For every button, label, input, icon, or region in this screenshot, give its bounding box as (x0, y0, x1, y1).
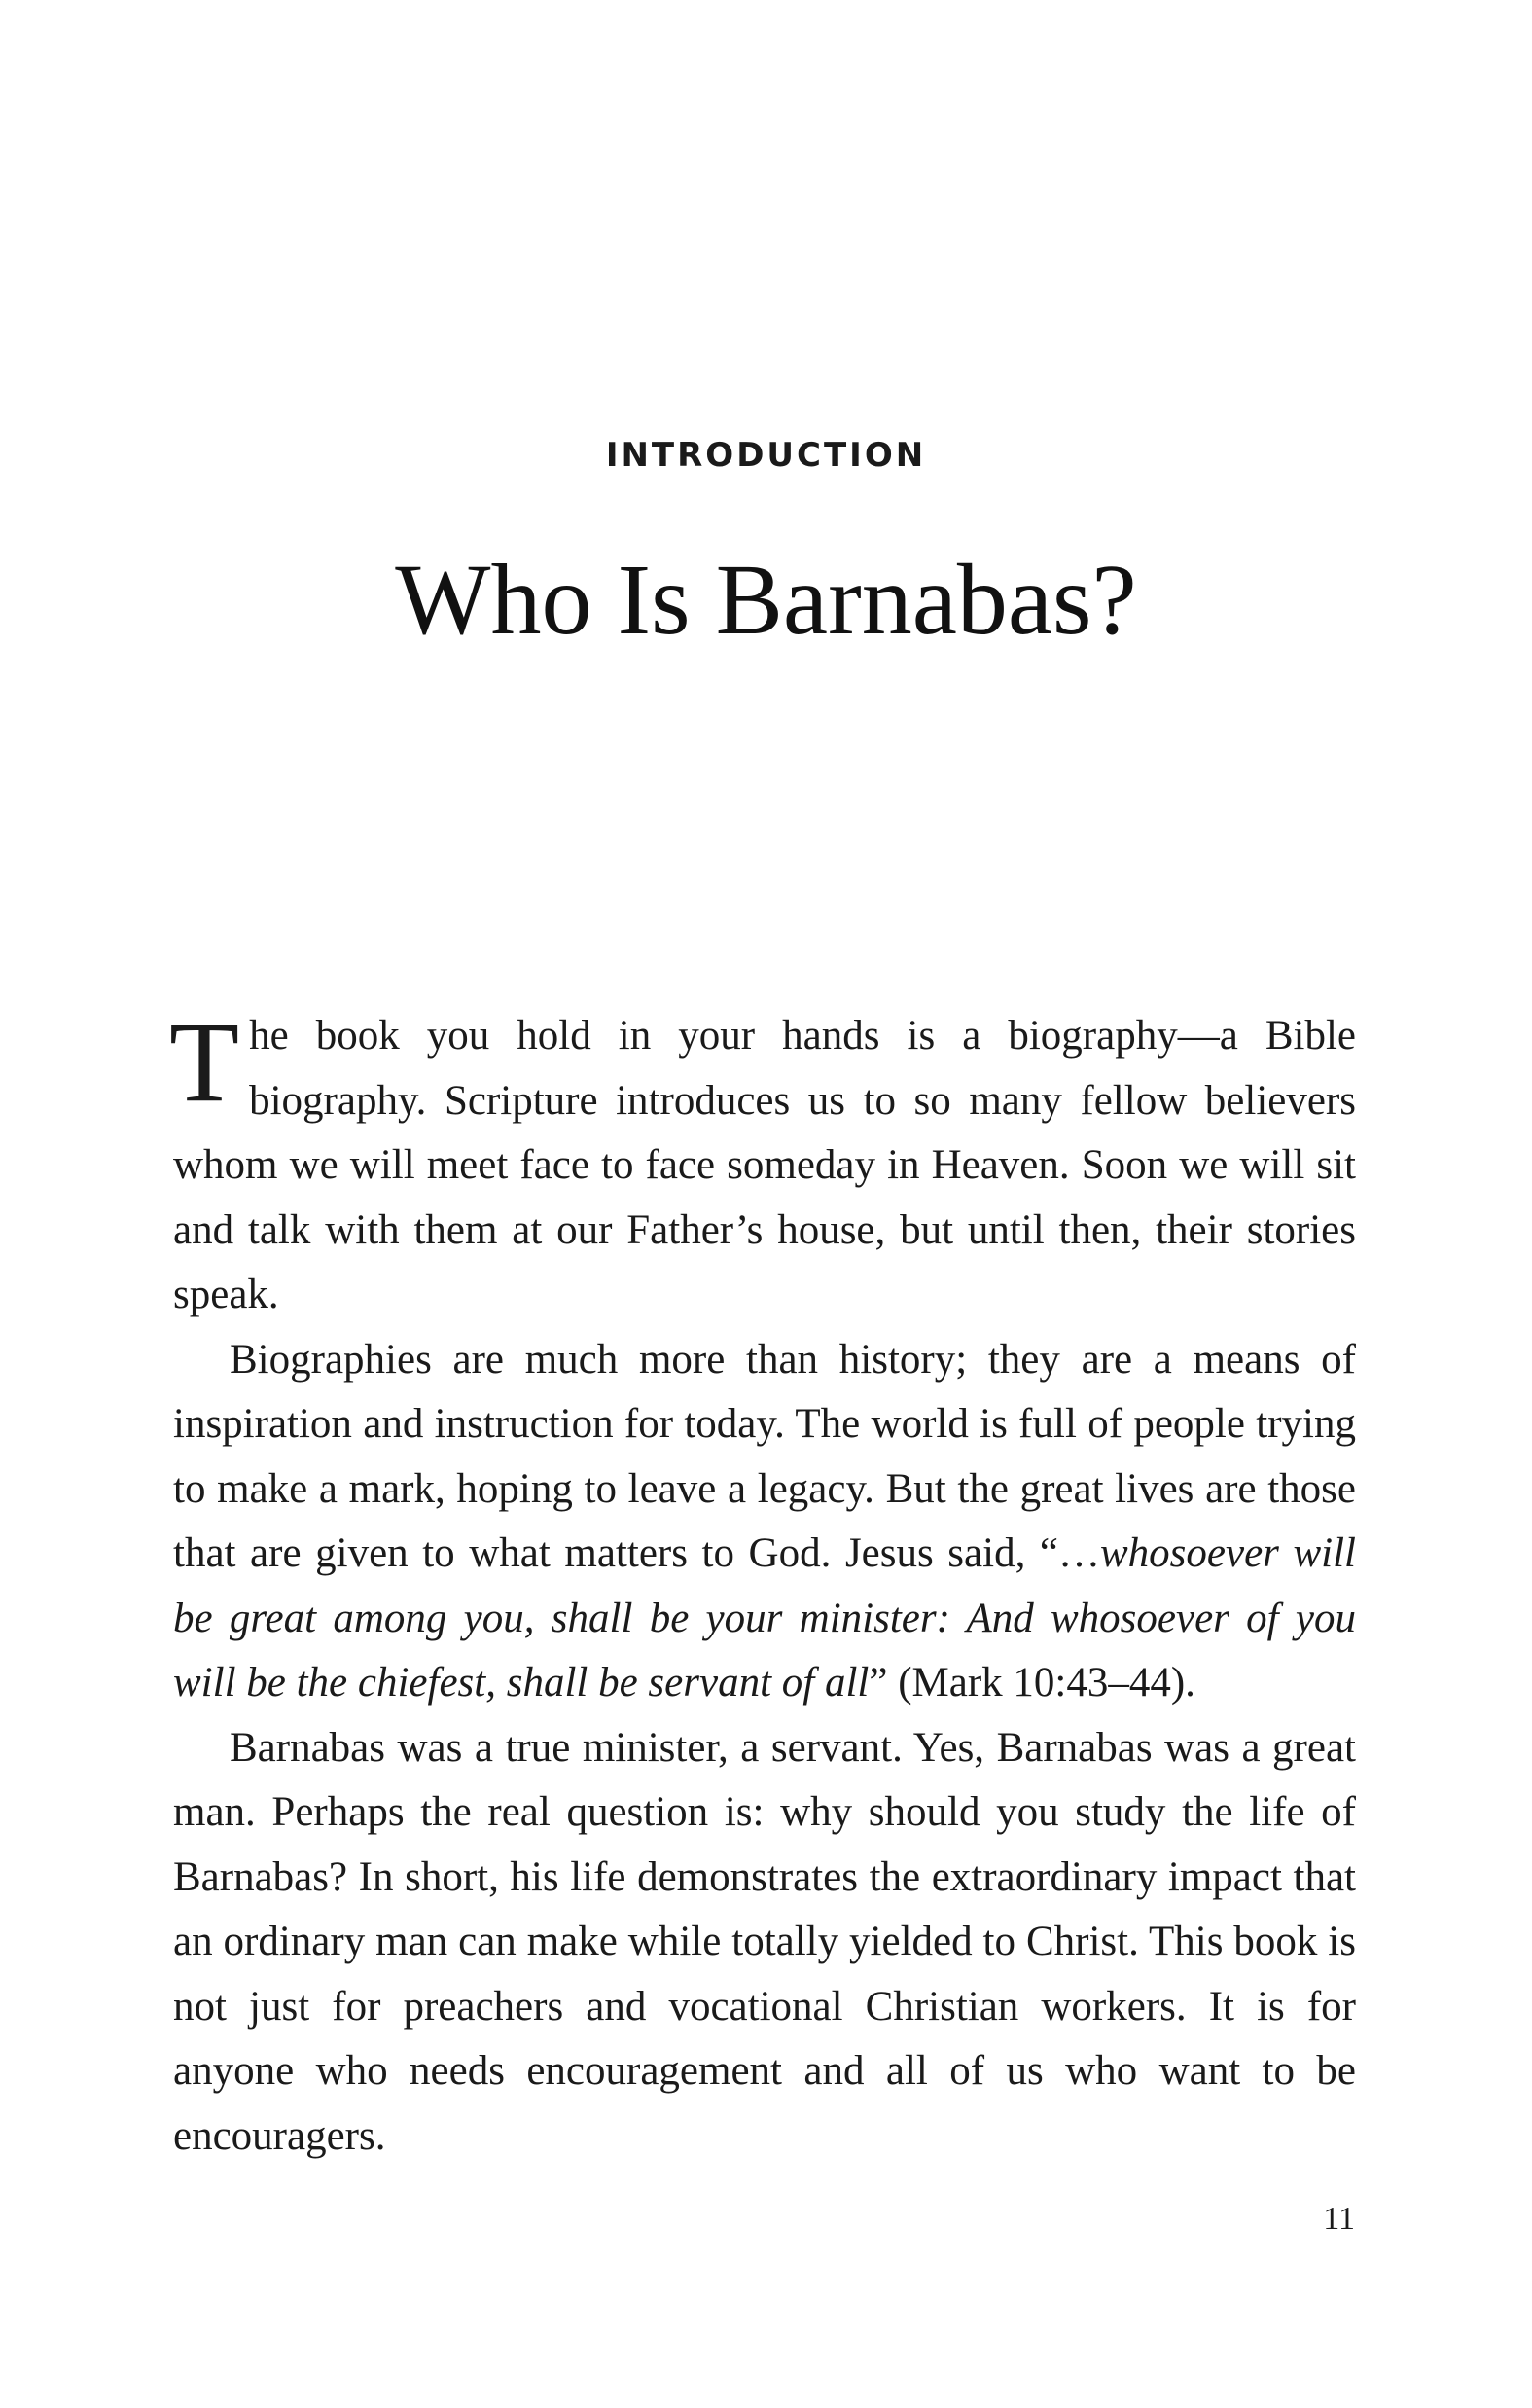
drop-cap: T (169, 998, 240, 1126)
chapter-title: Who Is Barnabas? (395, 544, 1137, 656)
chapter-kicker: INTRODUCTION (605, 436, 927, 475)
paragraph-1-text: he book you hold in your hands is a biography—a Bible biography. Scripture introduces us to so many fellow believers whom we will meet face to face someday in Heaven. Soon we will sit and talk with them at our Father’s house, but until then, their stories speak. (173, 1013, 1356, 1317)
paragraph-1 (169, 998, 1356, 1328)
scripture-quote: whosoever will be great among you, shall be your minister: And whosoever of you will be the chiefest, shall be servant of all (173, 1530, 1356, 1706)
paragraph-2-text: Biographies are much more than history; they are a means of inspiration and instruction for today. The world is full of people trying to make a mark, hoping to leave a legacy. But the great lives are those that are given to what matters to God. Jesus said, “… (173, 1336, 1356, 1576)
page-number: 11 (1323, 2201, 1355, 2237)
body-text (169, 998, 1356, 2169)
paragraph-2 (173, 1328, 1356, 1716)
paragraph-3: Barnabas was a true minister, a servant. Yes, Barnabas was a great man. Perhaps the real question is: why should you study the life of Barnabas? In short, his life demonstrates the extraordinary impact that an ordinary man can make while totally yielded to Christ. This book is not just for preachers and vocational Christian workers. It is for anyone who needs encouragement and all of us who want to be encouragers. (173, 1724, 1356, 2159)
scripture-reference: ” (Mark 10:43–44). (869, 1660, 1195, 1706)
